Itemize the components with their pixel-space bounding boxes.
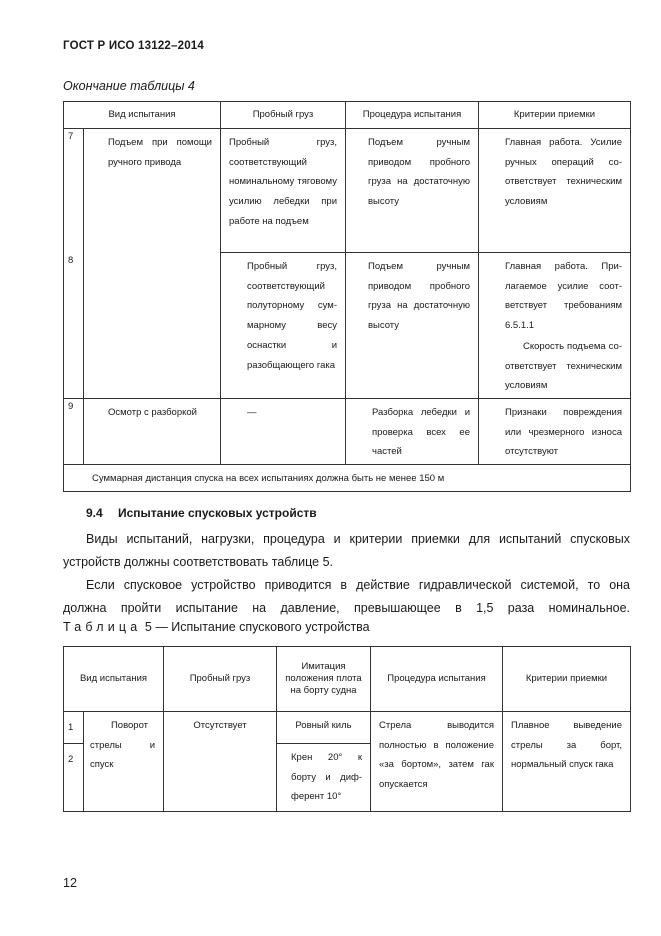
section-heading — [86, 506, 317, 520]
test-type-line: стрелы и — [90, 739, 155, 751]
row-number: 2 — [64, 744, 84, 812]
column-header: Имитация положения плота на борту судна — [277, 647, 371, 712]
table-row — [64, 712, 631, 744]
load-cell: Пробный груз, соответствующий полуторному суммарному весу оснастки и разобщaющего гака — [221, 253, 346, 399]
table-summary-row — [64, 465, 631, 492]
criteria-cell: Плавное выведение стрелы за борт, нормальный спуск гака — [503, 712, 631, 812]
paragraph-line: Если спусковое устройство приводится в действие гидравлической системой, то она — [86, 578, 630, 592]
column-header: Пробный груз — [221, 102, 346, 129]
table-continuation-label: Окончание таблицы 4 — [63, 79, 195, 93]
test-type-cell: Подъем при помощи ручного привода — [84, 129, 221, 399]
paragraph-line: устройств должны соответствовать таблице 5. — [63, 555, 334, 569]
table-header-row — [64, 647, 631, 712]
criteria-cell: Главная работа. Прилагаемое усилие соответствует требованиям 6.5.1.1 Скорость подъема соответствует техническим условиям — [479, 253, 631, 399]
criteria-cell: Главная работа. Усилие ручных операций соответствует техническим условиям — [479, 129, 631, 253]
paragraph-line: должна пройти испытание на давление, превышающее в 1,5 раза номинальное. — [63, 601, 630, 615]
table-caption — [63, 620, 370, 634]
row-number: 9 — [64, 398, 84, 464]
column-header: Критерии приемки — [479, 102, 631, 129]
column-header: Процедура испытания — [346, 102, 479, 129]
criteria-cell: Признаки повреждения или чрезмерного износа отсутствуют — [479, 398, 631, 464]
procedure-cell: Стрела выводится полностью в положение «за бортом», затем гак опускается — [371, 712, 503, 812]
paragraph — [63, 574, 630, 620]
summary-cell: Суммарная дистанция спуска на всех испытаниях должна быть не менее 150 м — [64, 465, 631, 492]
procedure-cell: Подъем ручным приводом пробного груза на достаточную высоту — [346, 253, 479, 399]
column-header: Вид испытания — [64, 647, 164, 712]
simulation-cell: Ровный киль — [277, 712, 371, 744]
paragraph-line: Виды испытаний, нагрузки, процедура и критерии приемки для испытаний спусковых — [86, 532, 630, 546]
section-title: Испытание спусковых устройств — [118, 506, 317, 520]
procedure-cell: Разборка лебедки и проверка всех ее частей — [346, 398, 479, 464]
test-type-line: Поворот — [110, 720, 149, 731]
table-row — [64, 129, 631, 253]
test-type-cell: Осмотр с разборкой — [84, 398, 221, 464]
paragraph — [63, 528, 630, 574]
column-header: Процедура испытания — [371, 647, 503, 712]
row-number: 7 8 — [64, 129, 84, 399]
document-code: ГОСТ Р ИСО 13122–2014 — [63, 40, 204, 52]
load-cell: Пробный груз, соответствующий номинальному тяговому усилию лебедки при работе на подъем — [221, 129, 346, 253]
table-caption-title: 5 — Испытание спускового устройства — [141, 620, 370, 634]
procedure-cell: Подъем ручным приводом пробного груза на достаточную высоту — [346, 129, 479, 253]
test-type-cell — [84, 712, 164, 812]
section-number: 9.4 — [86, 506, 103, 520]
page-number: 12 — [63, 876, 77, 890]
column-header: Пробный груз — [164, 647, 277, 712]
table-5 — [63, 646, 631, 812]
row-number: 1 — [64, 712, 84, 744]
load-cell: Отсутствует — [164, 712, 277, 812]
column-header: Вид испытания — [64, 102, 221, 129]
load-cell: — — [221, 398, 346, 464]
test-type-line: спуск — [90, 759, 114, 771]
table-header-row — [64, 102, 631, 129]
table-4 — [63, 101, 631, 492]
column-header: Критерии приемки — [503, 647, 631, 712]
simulation-cell: Крен 20° к борту и дифферент 10° — [277, 744, 371, 812]
table-caption-label: Таблица — [63, 620, 142, 634]
table-row — [64, 398, 631, 464]
